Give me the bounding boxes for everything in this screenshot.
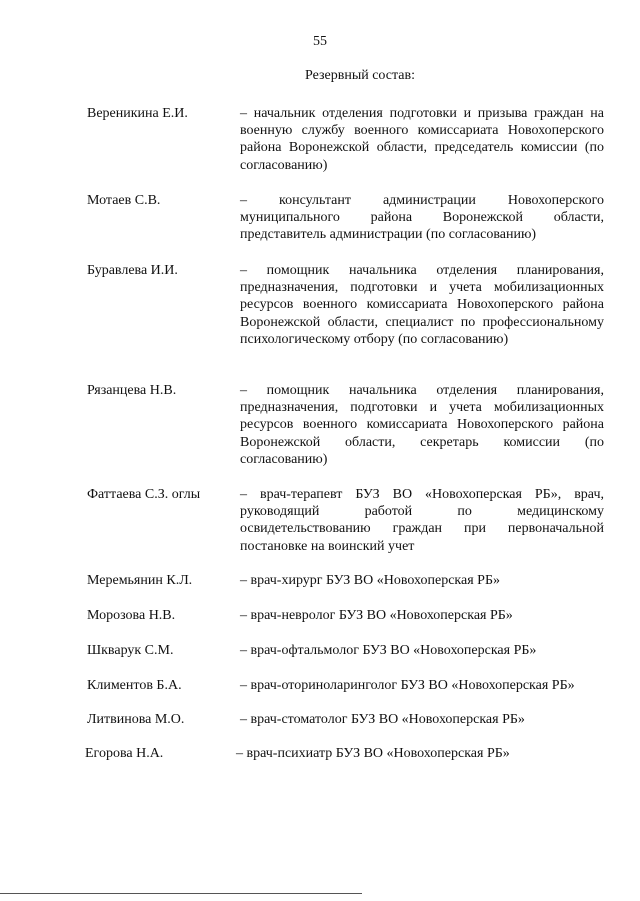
member-name: Климентов Б.А. [87,678,182,693]
member-name: Морозова Н.В. [87,608,176,623]
member-role: – помощник начальника отделения планирования, предназначения, подготовки и учета мобилизационных ресурсов военного комиссариата Новохоперского района Воронежской области, специалист по профессиональному психологическому отбору (по согласованию) [240,263,604,347]
member-name: Литвинова М.О. [87,712,185,727]
member-role: – врач-хирург БУЗ ВО «Новохоперская РБ» [240,573,500,588]
member-role: – помощник начальника отделения планирования, предназначения, подготовки и учета мобилизационных ресурсов военного комиссариата Новохоперского района Воронежской области, секретарь комиссии (по согласованию) [240,383,604,467]
footer-rule [0,893,362,894]
member-role: – врач-невролог БУЗ ВО «Новохоперская РБ» [240,608,513,623]
member-name: Рязанцева Н.В. [87,383,177,398]
member-role: – врач-офтальмолог БУЗ ВО «Новохоперская РБ» [240,643,537,658]
member-name: Фаттаева С.З. оглы [87,487,201,502]
member-name: Меремьянин К.Л. [87,573,193,588]
page-number: 55 [313,34,327,49]
member-role: – врач-оториноларинголог БУЗ ВО «Новохоперская РБ» [240,678,575,693]
section-title: Резервный состав: [304,68,415,83]
member-name: Буравлева И.И. [87,263,178,278]
member-role: – врач-стоматолог БУЗ ВО «Новохоперская РБ» [240,712,525,727]
member-role: – начальник отделения подготовки и призыва граждан на военную службу военного комиссариата Новохоперского района Воронежской области, председатель комиссии (по согласованию) [240,106,604,173]
member-role: – консультант администрации Новохоперского муниципального района Воронежской области, представитель администрации (по согласованию) [240,193,604,243]
member-name: Вереникина Е.И. [87,106,188,121]
member-role: – врач-психиатр БУЗ ВО «Новохоперская РБ» [236,746,510,761]
member-name: Мотаев С.В. [87,193,161,208]
member-name: Шкварук С.М. [87,643,174,658]
member-role: – врач-терапевт БУЗ ВО «Новохоперская РБ», врач, руководящий работой по медицинскому освидетельствованию граждан при первоначальной постановке на воинский учет [240,487,604,554]
member-name: Егорова Н.А. [85,746,164,761]
